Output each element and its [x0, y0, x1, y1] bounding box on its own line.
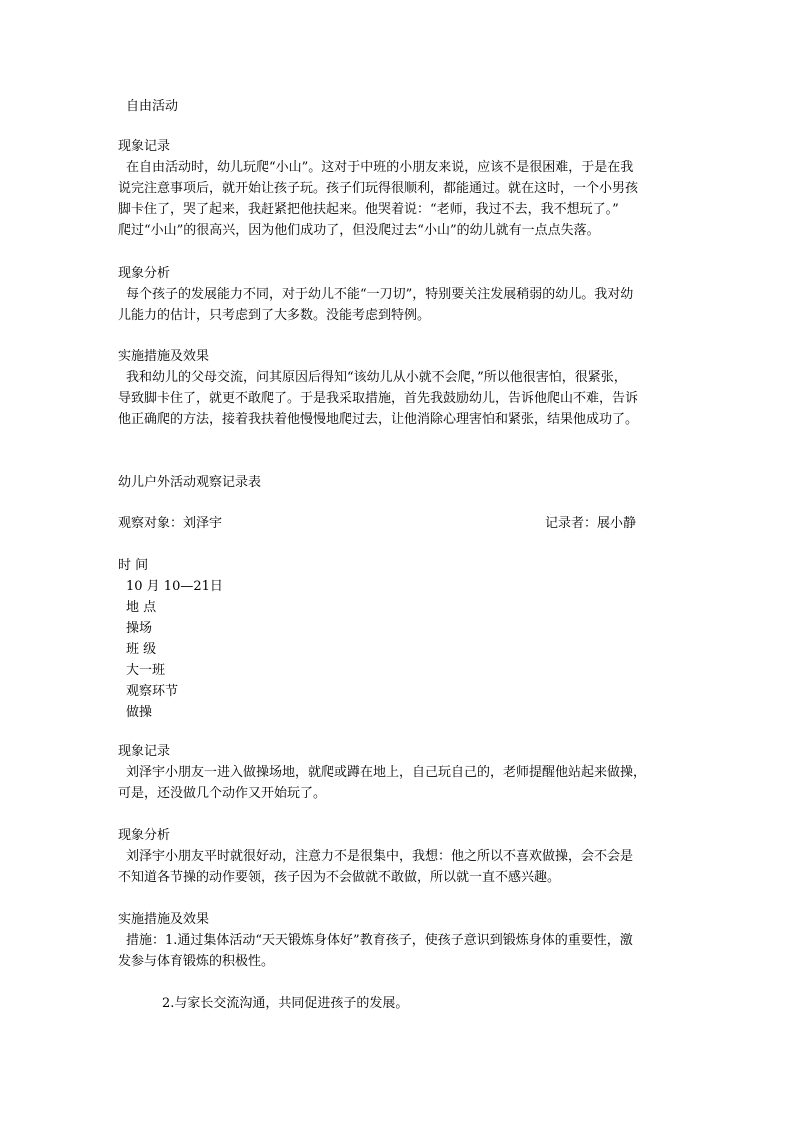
section1-analysis-line: 儿能力的估计，只考虑到了大多数。没能考虑到特例。 — [118, 308, 431, 323]
section2-record-line: 可是，还没做几个动作又开始玩了。 — [118, 786, 327, 801]
section2-record-line: 刘泽宇小朋友一进入做操场地，就爬或蹲在地上，自己玩自己的，老师提醒他站起来做操， — [126, 765, 647, 780]
section2-record-heading: 现象记录 — [118, 744, 171, 759]
place-label: 地 点 — [126, 600, 157, 615]
section1-measures-line: 他正确爬的方法，接着我扶着他慢慢地爬过去，让他消除心理害怕和紧张，结果他成功了。 — [118, 412, 639, 427]
section1-record — [118, 136, 678, 241]
class-value: 大一班 — [126, 663, 166, 678]
section2-measures-line: 措施：1.通过集体活动“天天锻炼身体好”教育孩子，使孩子意识到锻炼身体的重要性，激 — [126, 933, 633, 948]
section2-measures-heading: 实施措施及效果 — [118, 912, 210, 927]
section2-record — [118, 741, 678, 804]
section2-analysis-line: 刘泽宇小朋友平时就很好动，注意力不是很集中，我想：他之所以不喜欢做操，会不会是 — [126, 849, 634, 864]
section2-analysis-line: 不知道各节操的动作要领，孩子因为不会做就不敢做，所以就一直不感兴趣。 — [118, 870, 561, 885]
recorder: 记录者：展小静 — [545, 516, 637, 531]
section1-measures-line: 我和幼儿的父母交流，问其原因后得知“该幼儿从小就不会爬，”所以他很害怕，很紧张， — [126, 370, 627, 385]
section2-measure2-block — [162, 993, 722, 1014]
observer-target: 观察对象：刘泽宇 — [118, 516, 223, 531]
section2-analysis — [118, 825, 678, 888]
section1-title: 自由活动 — [126, 99, 179, 114]
phase-label: 观察环节 — [126, 684, 179, 699]
section2-title: 幼儿户外活动观察记录表 — [118, 475, 262, 490]
section2-measure2: 2.与家长交流沟通，共同促进孩子的发展。 — [162, 996, 409, 1011]
info-table — [118, 555, 678, 723]
section1-record-heading: 现象记录 — [118, 139, 171, 154]
section1-measures-heading: 实施措施及效果 — [118, 349, 210, 364]
section1-title-block — [118, 96, 678, 117]
section1-measures-line: 导致脚卡住了，就更不敢爬了。于是我采取措施，首先我鼓励幼儿，告诉他爬山不难，告诉 — [118, 391, 639, 406]
section1-analysis-heading: 现象分析 — [118, 266, 171, 281]
section1-record-line: 脚卡住了，哭了起来，我赶紧把他扶起来。他哭着说：“老师，我过不去，我不想玩了。” — [118, 202, 619, 217]
section2-measures — [118, 909, 678, 972]
place-value: 操场 — [126, 621, 153, 636]
time-label: 时 间 — [118, 558, 149, 573]
phase-value: 做操 — [126, 705, 153, 720]
section2-analysis-heading: 现象分析 — [118, 828, 171, 843]
class-label: 班 级 — [126, 642, 157, 657]
section1-analysis — [118, 263, 678, 326]
section1-record-line: 在自由活动时，幼儿玩爬“小山”。这对于中班的小朋友来说，应该不是很困难，于是在我 — [126, 160, 634, 175]
section2-measures-line: 发参与体育锻炼的积极性。 — [118, 954, 275, 969]
section1-analysis-line: 每个孩子的发展能力不同，对于幼儿不能“一刀切”，特别要关注发展稍弱的幼儿。我对幼 — [126, 287, 634, 302]
section1-record-line: 爬过“小山”的很高兴，因为他们成功了，但没爬过去“小山”的幼儿就有一点点失落。 — [118, 223, 600, 238]
time-value: 10 月 10—21日 — [126, 579, 223, 594]
section1-record-line: 说完注意事项后，就开始让孩子玩。孩子们玩得很顺利，都能通过。就在这时，一个小男孩 — [118, 181, 639, 196]
section2-title-block — [118, 472, 678, 493]
section1-measures — [118, 346, 678, 430]
